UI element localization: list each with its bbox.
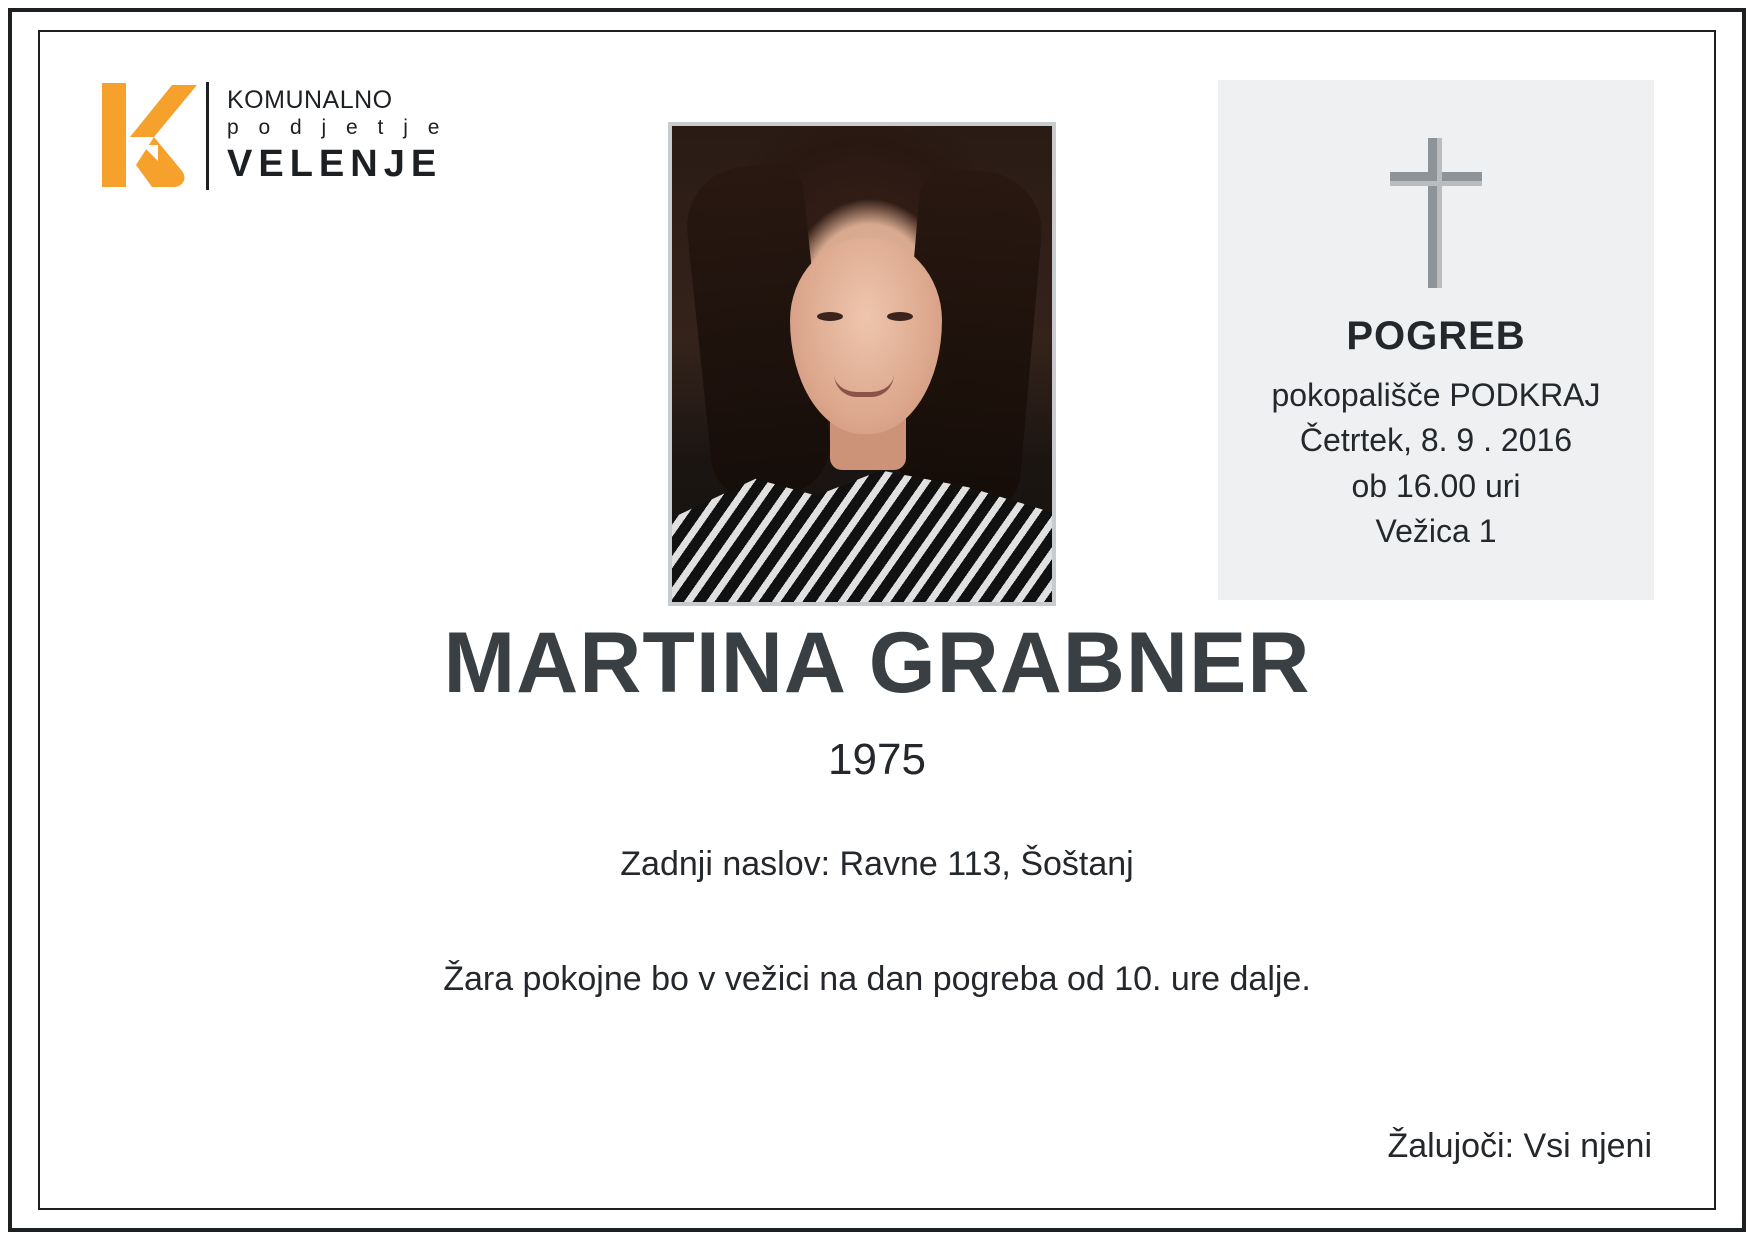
cross-icon: [1376, 132, 1496, 292]
deceased-year: 1975: [828, 735, 926, 784]
kp-velenje-logo: [96, 75, 446, 197]
logo-wordmark: [227, 80, 446, 192]
funeral-cemetery: pokopališče PODKRAJ: [1271, 377, 1601, 413]
portrait-eye-right: [887, 312, 913, 321]
funeral-time: ob 16.00 uri: [1351, 467, 1521, 504]
funeral-info-box: [1218, 80, 1654, 600]
deceased-name: MARTINA GRABNER: [443, 615, 1311, 711]
portrait-photo: [668, 122, 1056, 606]
logo-divider: [206, 82, 209, 190]
mourners-line: Žalujoči: Vsi njeni: [1387, 1127, 1652, 1165]
portrait-image: [672, 126, 1052, 602]
urn-note: Žara pokojne bo v vežici na dan pogreba od 10. ure dalje.: [443, 960, 1311, 998]
logo-line-velenje: VELENJE: [227, 142, 443, 185]
funeral-chapel: Vežica 1: [1375, 513, 1497, 550]
kp-velenje-logo-mark: [96, 75, 200, 197]
funeral-title: POGREB: [1346, 314, 1526, 358]
funeral-date: Četrtek, 8. 9 . 2016: [1299, 422, 1573, 459]
logo-line-podjetje: p o d j e t j e: [227, 116, 447, 140]
logo-line-komunalno: KOMUNALNO: [227, 85, 393, 114]
deceased-address: Zadnji naslov: Ravne 113, Šoštanj: [620, 845, 1134, 883]
portrait-eye-left: [817, 312, 843, 321]
notice-content: [38, 30, 1716, 1210]
